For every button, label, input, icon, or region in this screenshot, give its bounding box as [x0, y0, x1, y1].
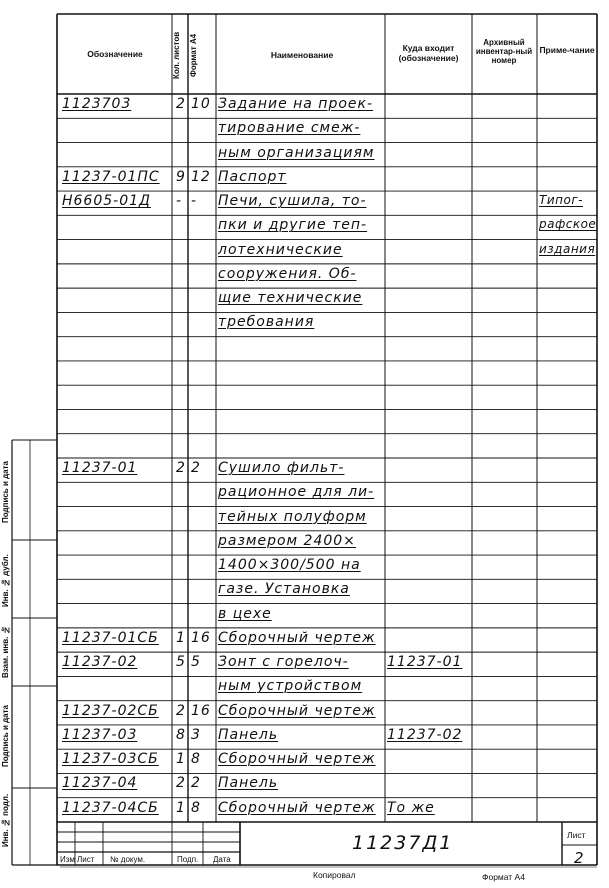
cell-sheets: 2 [176, 775, 186, 792]
cell-format: 16 [191, 702, 211, 719]
cell-designation: Н6605-01Д [62, 193, 151, 210]
cell-format: 8 [191, 799, 201, 816]
cell-name: в цехе [218, 605, 272, 622]
cell-name: ным устройством [218, 678, 363, 695]
stamp-col-sheet: Лист [77, 855, 95, 864]
cell-name: щие технические [218, 290, 363, 307]
cell-name: Панель [218, 726, 279, 743]
footer-copied: Копировал [313, 870, 356, 880]
cell-name: пки и другие теп- [218, 217, 368, 234]
cell-name: тейных полуформ [218, 508, 367, 525]
cell-name: ным организациям [218, 144, 375, 161]
header-sheets-count: Кол. листов [172, 31, 181, 79]
cell-note: Типог- [539, 193, 583, 208]
cell-designation: 11237-01 [62, 460, 138, 476]
header-note: Приме-чание [539, 45, 595, 55]
cell-name: размером 2400× [218, 532, 356, 549]
stamp-sheet-number: 2 [574, 849, 585, 867]
cell-name: Сборочный чертеж [218, 751, 376, 768]
cell-sheets: 1 [176, 799, 186, 816]
cell-name: Панель [218, 775, 279, 792]
header-name: Наименование [270, 50, 334, 60]
cell-sheets: 2 [176, 460, 186, 476]
cell-name: рационное для ли- [218, 484, 375, 501]
cell-sheets: 2 [176, 702, 186, 719]
cell-name: Сушило фильт- [218, 460, 345, 476]
footer-format: Формат А4 [482, 872, 525, 882]
stamp-col-change: Изм [60, 855, 75, 864]
cell-sheets: 1 [176, 751, 186, 768]
cell-name: Печи, сушила, то- [218, 193, 367, 210]
side-sign-date-upper: Подпись и дата [1, 461, 10, 524]
stamp-col-sign: Подп. [177, 855, 199, 864]
cell-name: лотехнические [218, 241, 343, 258]
cell-name: 1400×300/500 на [218, 557, 361, 574]
cell-name: газе. Установка [218, 581, 350, 598]
cell-where: То же [387, 799, 435, 816]
cell-format: 2 [191, 775, 201, 792]
cell-designation: 11237-01ПС [62, 168, 160, 185]
cell-name: Паспорт [218, 168, 287, 185]
cell-name: Сборочный чертеж [218, 702, 376, 719]
cell-format: 3 [191, 726, 201, 743]
cell-designation: 1123703 [62, 96, 132, 112]
cell-format: 16 [191, 629, 211, 646]
cell-format: 10 [191, 96, 211, 112]
stamp-sheet-label: Лист [567, 830, 586, 840]
cell-note: рафское [539, 217, 597, 232]
cell-note: издания [539, 241, 596, 256]
stamp-col-date: Дата [213, 855, 231, 864]
stamp-doc-number: 11237Д1 [352, 832, 454, 854]
cell-name: Зонт с горелоч- [218, 654, 349, 671]
cell-sheets: 1 [176, 629, 186, 646]
cell-format: - [191, 193, 198, 210]
header-format-a4: Формат А4 [189, 33, 198, 77]
cell-name: требования [218, 314, 315, 331]
cell-name: Сборочный чертеж [218, 799, 376, 816]
cell-designation: 11237-04 [62, 775, 138, 792]
header-where-used: Куда входит (обозначение) [398, 43, 459, 63]
cell-sheets: 8 [176, 726, 186, 743]
cell-name: сооружения. Об- [218, 265, 357, 282]
cell-designation: 11237-01СБ [62, 629, 159, 646]
stamp-col-doc-no: № докум. [110, 855, 146, 864]
cell-format: 8 [191, 751, 201, 768]
header-designation: Обозначение [87, 49, 143, 59]
cell-designation: 11237-02СБ [62, 702, 159, 719]
cell-designation: 11237-03СБ [62, 751, 159, 768]
cell-sheets: 2 [176, 96, 186, 112]
cell-name: тирование смеж- [218, 120, 361, 137]
cell-designation: 11237-04СБ [62, 799, 159, 816]
cell-designation: 11237-03 [62, 726, 138, 743]
cell-format: 2 [191, 460, 201, 476]
cell-where: 11237-02 [387, 726, 463, 743]
side-sign-date-lower: Подпись и дата [1, 705, 10, 767]
side-inv-dup: Инв. № дубл. [1, 554, 10, 608]
cell-name: Задание на проек- [218, 96, 374, 112]
header-archive-number: Архивный инвентар-ный номер [475, 38, 533, 66]
cell-format: 12 [191, 168, 211, 185]
cell-where: 11237-01 [387, 654, 463, 671]
side-replaced-inv: Взам. инв. № [1, 625, 10, 679]
side-inv-orig: Инв. № подл. [1, 793, 10, 847]
cell-sheets: - [176, 193, 183, 210]
cell-name: Сборочный чертеж [218, 629, 376, 646]
cell-sheets: 9 [176, 168, 186, 185]
cell-sheets: 5 [176, 654, 186, 671]
cell-format: 5 [191, 654, 201, 671]
cell-designation: 11237-02 [62, 654, 138, 671]
